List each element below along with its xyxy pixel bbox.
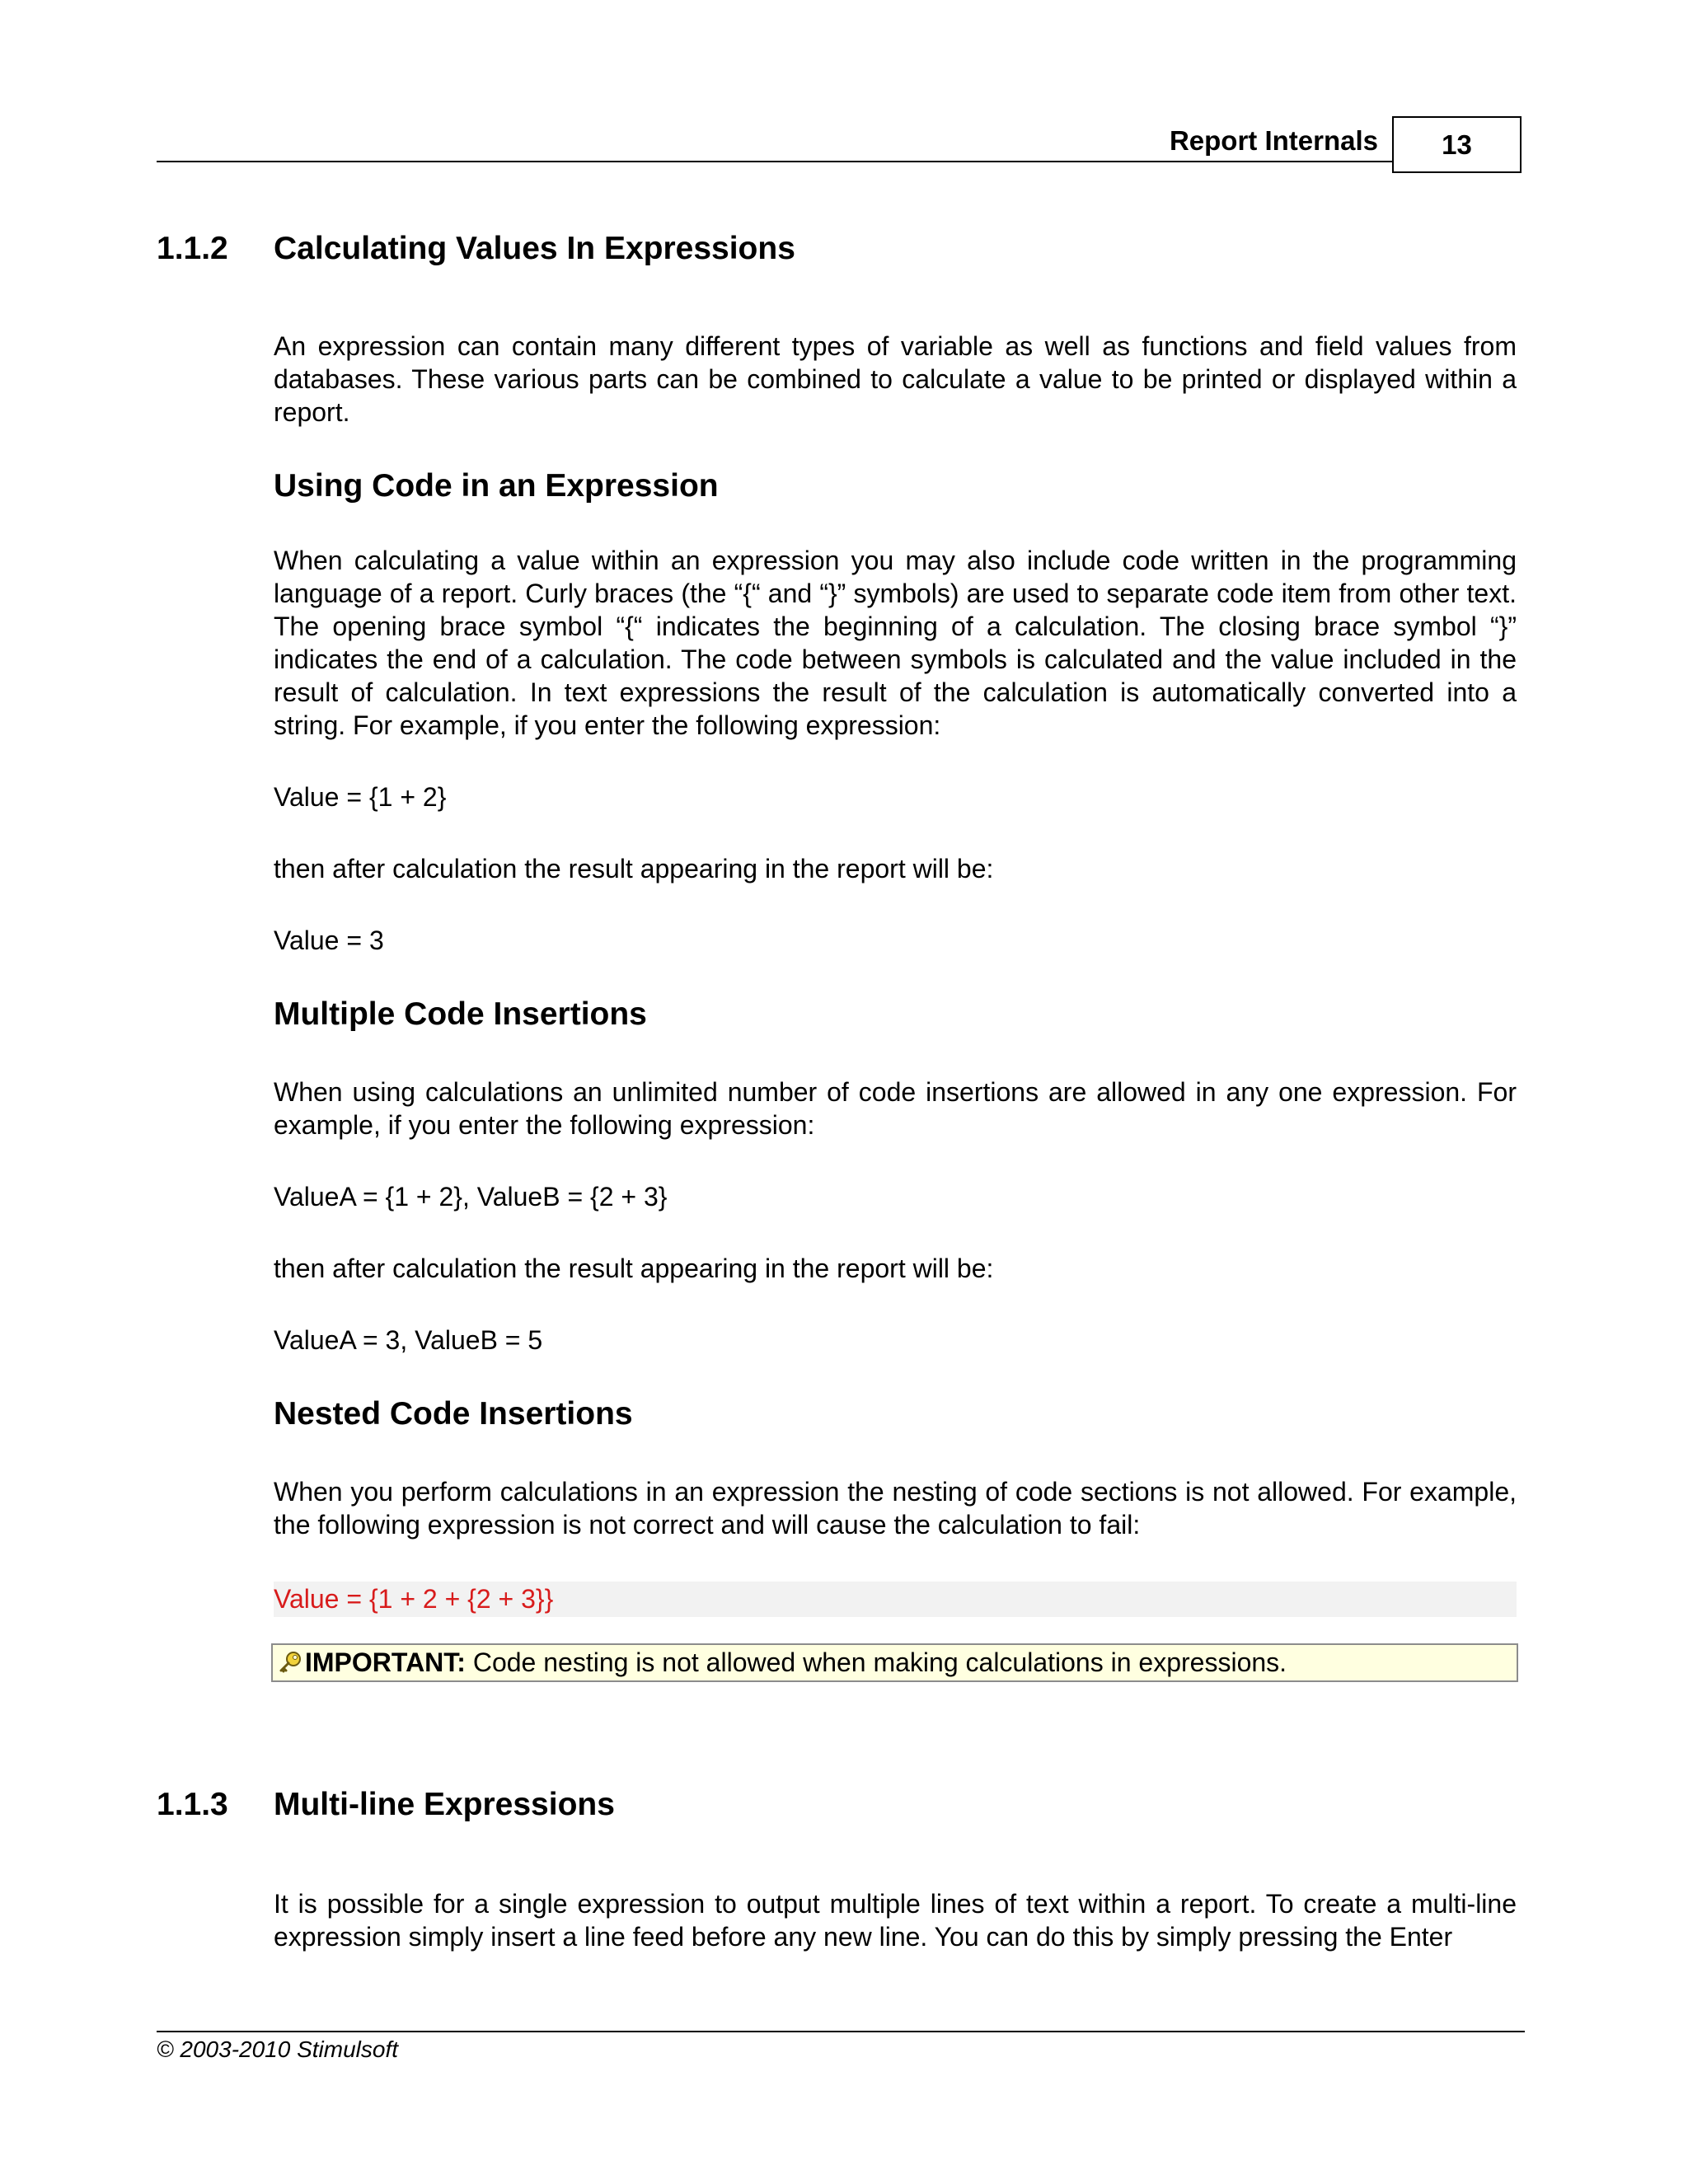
example-result: Value = 3 bbox=[274, 926, 384, 955]
invalid-expression: Value = {1 + 2 + {2 + 3}} bbox=[274, 1584, 554, 1614]
section-title-1-1-2: Calculating Values In Expressions bbox=[274, 231, 795, 266]
using-code-paragraph: When calculating a value within an expression you may also include code written in the programming language of a report. Curly braces (the “{“ and “}” symbols) are used to separate code item from other text. The opening brace symbol “{“ indicates the beginning of a calculation. The closing brace symbol “}” indicates the end of a calculation. The code between symbols is calculated and the value included in the result of calculation. In text expressions the result of the calculation is automatically converted into a string. For example, if you enter the following expression: bbox=[274, 546, 1517, 740]
nested-code-paragraph: When you perform calculations in an expression the nesting of code sections is not allowed. For example, the following expression is not correct and will cause the calculation to fail: bbox=[274, 1477, 1517, 1540]
important-text: Code nesting is not allowed when making calculations in expressions. bbox=[465, 1647, 1287, 1677]
section-number-1-1-3: 1.1.3 bbox=[157, 1787, 228, 1822]
example-expression: Value = {1 + 2} bbox=[274, 782, 447, 812]
subheading-using-code: Using Code in an Expression bbox=[274, 468, 719, 504]
subheading-nested-code: Nested Code Insertions bbox=[274, 1396, 633, 1432]
section-intro-paragraph: An expression can contain many different types of variable as well as functions and field values from databases. These various parts can be combined to calculate a value to be printed or displayed within a report. bbox=[274, 331, 1517, 427]
result-intro-text: then after calculation the result appearing in the report will be: bbox=[274, 854, 994, 883]
running-header-title: Report Internals bbox=[1169, 125, 1378, 156]
page-number: 13 bbox=[1392, 116, 1522, 173]
section-number-1-1-2: 1.1.2 bbox=[157, 231, 228, 266]
important-note-box bbox=[271, 1643, 1518, 1682]
important-label: IMPORTANT: bbox=[305, 1647, 466, 1677]
multiple-code-paragraph: When using calculations an unlimited number of code insertions are allowed in any one expression. For example, if you enter the following expression: bbox=[274, 1077, 1517, 1140]
footer-rule bbox=[157, 2031, 1525, 2032]
section-title-1-1-3: Multi-line Expressions bbox=[274, 1787, 615, 1822]
result-intro-text: then after calculation the result appearing in the report will be: bbox=[274, 1254, 994, 1283]
section-intro-paragraph: It is possible for a single expression to output multiple lines of text within a report. To create a multi-line expression simply insert a line feed before any new line. You can do this by simply pressing the Enter bbox=[274, 1889, 1517, 1952]
header-rule bbox=[157, 161, 1392, 162]
footer-copyright: © 2003-2010 Stimulsoft bbox=[157, 2036, 399, 2062]
example-result: ValueA = 3, ValueB = 5 bbox=[274, 1325, 543, 1355]
example-expression: ValueA = {1 + 2}, ValueB = {2 + 3} bbox=[274, 1182, 668, 1212]
subheading-multiple-code: Multiple Code Insertions bbox=[274, 996, 647, 1032]
key-icon bbox=[279, 1648, 303, 1673]
